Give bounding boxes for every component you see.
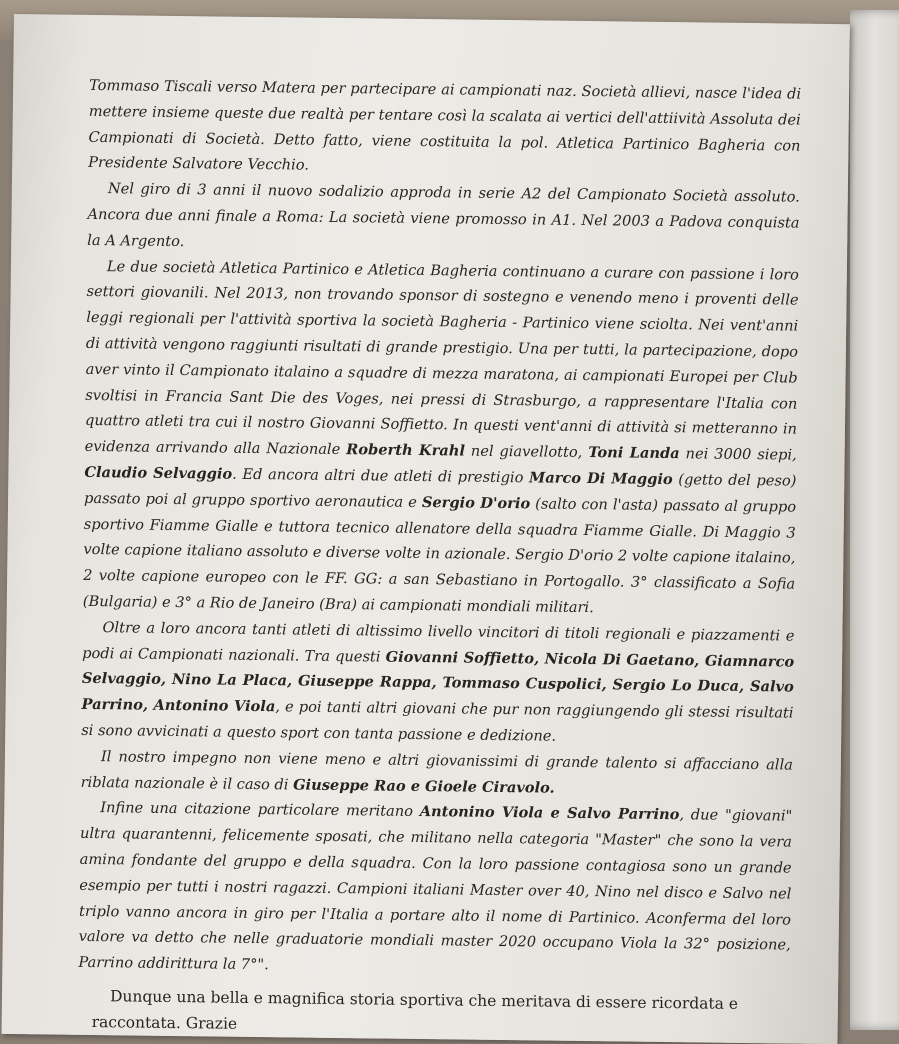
paragraph-3: Le due società Atletica Partinico e Atletica Bagheria continuano a curare con passione i loro settori giovanili. Nel 2013, non trovando sponsor di sostegno e venendo meno i proventi delle leggi regionali per l'attività sportiva la società Bagheria - Partinico viene sciolta. Nei vent'anni di attività vengono raggiunti risultati di grande prestigio. Una per tutti, la partecipazione, dopo aver vinto il Campionato italaino a squadre di mezza maratona, ai campionati Europei per Club svoltisi in Francia Sant Die des Voges, nei pressi di Strasburgo, a rappresentare l'Italia con quattro atleti tra cui il nostro Giovanni Soffietto. In questi vent'anni di attività si metteranno in evidenza arrivando alla Nazionale Roberth Krahl nel giavellotto, Toni Landa nei 3000 siepi, Claudio Selvaggio. Ed ancora altri due atleti di prestigio Marco Di Maggio (getto del peso) passato poi al gruppo sportivo aeronautica e Sergio D'orio (salto con l'asta) passato al gruppo sportivo Fiamme Gialle e tuttora tecnico allenatore della squadra Fiamme Gialle. Di Maggio 3 volte capione italiano assoluto e diverse volte in azionale. Sergio D'orio 2 volte capione italaino, 2 volte capione europeo con le FF. GG: a san Sebastiano in Portogallo. 3° classificato a Sofia (Bulgaria) e 3° a Rio de Janeiro (Bra) ai campionati mondiali militari.	[82, 257, 799, 617]
athlete-name: Toni Landa	[588, 444, 680, 463]
athlete-name: Giuseppe Rao e Gioele Ciravolo.	[293, 775, 555, 797]
paragraph-1: Tommaso Tiscali verso Matera per partecipare ai campionati naz. Società allievi, nasce l'idea di mettere insieme queste due realtà per tentare così la scalata ai vertici dell'attiività Assoluta dei Campionati di Società. Detto fatto, viene costituita la pol. Atletica Partinico Bagheria con Presidente Salvatore Vecchio.	[88, 76, 802, 175]
paragraph-5: Il nostro impegno non viene meno e altri giovanissimi di grande talento si affacciano alla riblata nazionale è il caso di Giuseppe Rao e Gioele Ciravolo.	[80, 747, 793, 797]
athlete-name: Sergio D'orio	[421, 493, 531, 513]
athlete-name: Claudio Selvaggio	[84, 463, 233, 483]
paragraph-6: Infine una citazione particolare meritano Antonino Viola e Salvo Parrino, due "giovani" ultra quarantenni, felicemente sposati, che militano nella categoria "Master" che sono la vera amina fondante del gruppo e della squadra. Con la loro passione contagiosa sono un grande esempio per tutti i nostri ragazzi. Campioni italiani Master over 40, Nino nel disco e Salvo nel triplo vanno ancora in giro per l'Italia a portare alto il nome di Partinico. Aconferma del loro valore va detto che nelle graduatorie mondiali master 2020 occupano Viola la 32° posizione, Parrino addirittura la 7°".	[78, 799, 793, 974]
paragraph-4: Oltre a loro ancora tanti atleti di altissimo livello vincitori di titoli regionali e piazzamenti e podi ai Campionati nazionali. Tra questi Giovanni Soffietto, Nicola Di Gaetano, Giamnarco Selvaggio, Nino La Placa, Giuseppe Rappa, Tommaso Cuspolici, Sergio Lo Duca, Salvo Parrino, Antonino Viola, e poi tanti altri giovani che pur non raggiungendo gli stessi risultati si sono avvicinati a questo sport con tanta passione e dedizione.	[81, 618, 795, 745]
athlete-name: Antonino Viola e Salvo Parrino	[419, 803, 680, 824]
facing-page-edge	[850, 10, 899, 1030]
athlete-name: Marco Di Maggio	[528, 469, 673, 489]
closing-paragraph: Dunque una bella e magnifica storia sportiva che meritava di essere ricordata e raccontata. Grazie	[91, 987, 739, 1033]
paragraph-2: Nel giro di 3 anni il nuovo sodalizio approda in serie A2 del Campionato Società assoluto. Ancora due anni finale a Roma: La società viene promosso in A1. Nel 2003 a Padova conquista la A Argento.	[87, 180, 800, 250]
page-body	[78, 73, 801, 985]
athlete-name: Roberth Krahl	[346, 441, 466, 460]
athlete-list: Giovanni Soffietto, Nicola Di Gaetano, Giamnarco Selvaggio, Nino La Placa, Giuseppe Rappa, Tommaso Cuspolici, Sergio Lo Duca, Salvo Parrino, Antonino Viola	[81, 648, 795, 716]
book-page	[2, 14, 850, 1044]
